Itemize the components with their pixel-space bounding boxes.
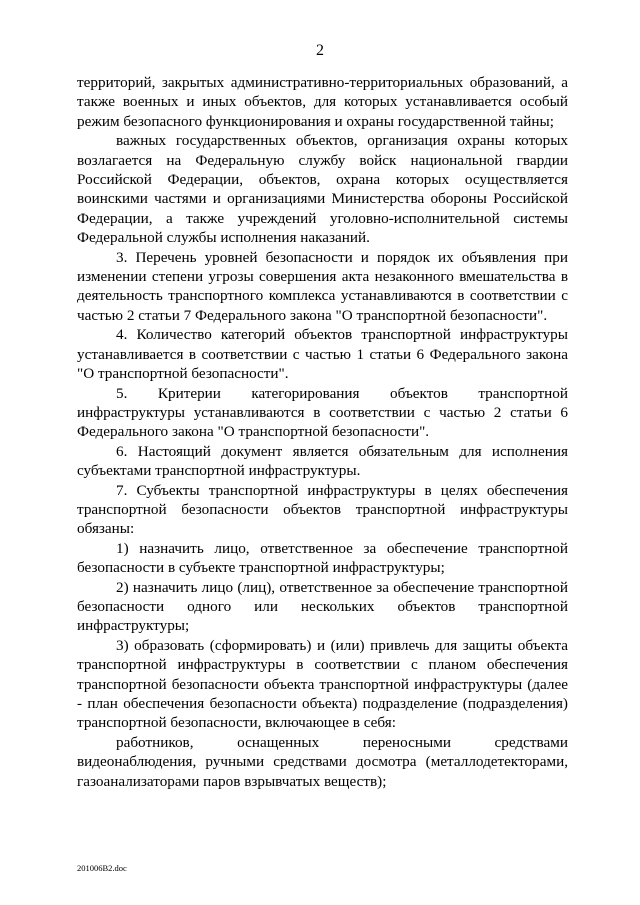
paragraph-item-6: 6. Настоящий документ является обязательным для исполнения субъектами транспортной инфраструктуры. [77, 442, 568, 480]
paragraph: важных государственных объектов, организация охраны которых возлагается на Федеральную службу войск национальной гвардии Российской Федерации, объектов, охрана которых осуществляется воинскими частями и организациями Министерства обороны Российской Федерации, а также учреждений уголовно-исполнительной системы Федеральной службы исполнения наказаний. [77, 132, 568, 247]
paragraph-subitem-3: 3) образовать (сформировать) и (или) привлечь для защиты объекта транспортной инфраструктуры в соответствии с планом обеспечения транспортной безопасности объекта транспортной инфраструктуры (далее - план обеспечения безопасности объекта) подразделение (подразделения) транспортной безопасности, включающее в себя: [77, 636, 568, 732]
paragraph-continuation: территорий, закрытых административно-территориальных образований, а также военных и иных объектов, для которых устанавливается особый режим безопасного функционирования и охраны государственной тайны; [77, 74, 568, 130]
paragraph-subitem-1: 1) назначить лицо, ответственное за обеспечение транспортной безопасности в субъекте транспортной инфраструктуры; [77, 539, 568, 577]
paragraph: работников, оснащенных переносными средствами видеонаблюдения, ручными средствами досмотра (металлодетекторами, газоанализаторами паров взрывчатых веществ); [77, 733, 568, 790]
file-name-footer: 201006B2.doc [77, 863, 127, 873]
paragraph-item-4: 4. Количество категорий объектов транспортной инфраструктуры устанавливается в соответствии с частью 1 статьи 6 Федерального закона "О транспортной безопасности". [77, 326, 568, 383]
paragraph-item-7: 7. Субъекты транспортной инфраструктуры в целях обеспечения транспортной безопасности объектов транспортной инфраструктуры обязаны: [77, 481, 568, 538]
paragraph-subitem-2: 2) назначить лицо (лиц), ответственное за обеспечение транспортной безопасности одного или нескольких объектов транспортной инфраструктуры; [77, 578, 568, 635]
paragraph-item-5: 5. Критерии категорирования объектов транспортной инфраструктуры устанавливаются в соответствии с частью 2 статьи 6 Федерального закона "О транспортной безопасности". [77, 384, 568, 441]
document-body [77, 73, 568, 791]
page-number: 2 [316, 42, 324, 59]
paragraph-item-3: 3. Перечень уровней безопасности и порядок их объявления при изменении степени угрозы совершения акта незаконного вмешательства в деятельность транспортного комплекса устанавливаются в соответствии с частью 2 статьи 7 Федерального закона "О транспортной безопасности". [77, 248, 568, 324]
